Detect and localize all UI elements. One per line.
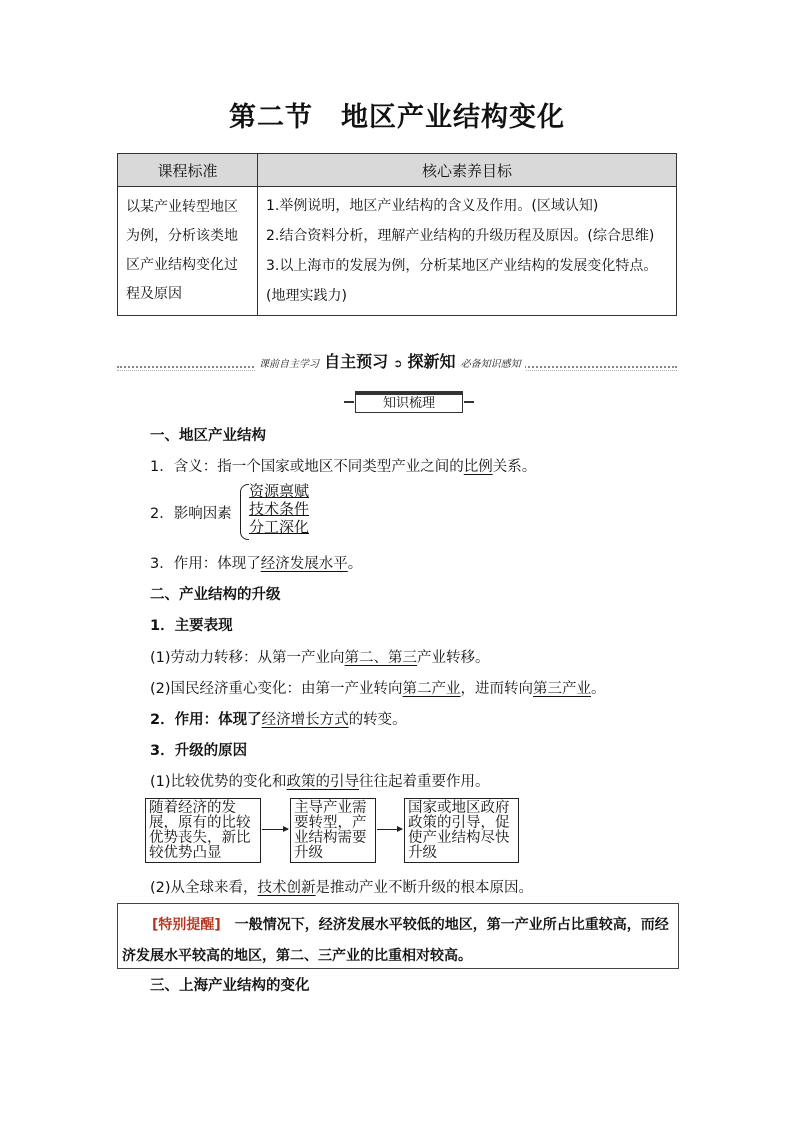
flow-box-3: 国家或地区政府政策的引导，促使产业结构尽快升级: [404, 798, 519, 863]
section-heading-3: 三、上海产业结构的变化: [150, 978, 310, 994]
standard-text: 以某产业转型地区为例，分析该类地区产业结构变化过程及原因: [118, 187, 258, 316]
flow-arrow-icon: [377, 829, 402, 830]
reminder-text: 一般情况下，经济发展水平较低的地区，第一产业所占比重较高，而经济发展水平较高的地区，第二、三产业的比重相对较高。: [122, 917, 669, 964]
flow-box-1: 随着经济的发展，原有的比较优势丧失，新比较优势凸显: [145, 798, 261, 863]
definition-line: 1．含义：指一个国家或地区不同类型产业之间的比例关系。: [150, 459, 537, 475]
labor-transfer-line: (1)劳动力转移：从第一产业向第二、第三产业转移。: [150, 650, 490, 666]
goal-item: 2.结合资料分析，理解产业结构的升级历程及原因。(综合思维): [266, 228, 655, 244]
factors-label: 2．影响因素: [150, 506, 232, 522]
banner-main-1: 自主预习: [324, 352, 389, 371]
upgrade-function-line: 2．作用：体现了经济增长方式的转变。: [150, 712, 407, 728]
subheading-reasons: 3．升级的原因: [150, 743, 248, 759]
goal-item: 3.以上海市的发展为例，分析某地区产业结构的发展变化特点。(地理实践力): [266, 258, 658, 304]
flow-box-2: 主导产业需要转型，产业结构需要升级: [290, 798, 376, 863]
banner-right-text: 必备知识感知: [460, 359, 521, 370]
knowledge-tag: 知识梳理: [355, 391, 463, 413]
subheading-main-performance: 1．主要表现: [150, 618, 233, 634]
factor-item: 技术条件: [249, 500, 310, 518]
banner-main-2: 探新知: [407, 352, 456, 371]
reason-2-line: (2)从全球来看，技术创新是推动产业不断升级的根本原因。: [150, 880, 534, 896]
goal-item: 1.举例说明，地区产业结构的含义及作用。(区域认知): [266, 198, 599, 214]
section-heading-2: 二、产业结构的升级: [150, 587, 281, 603]
page-title: 第二节 地区产业结构变化: [229, 102, 565, 133]
function-line: 3．作用：体现了经济发展水平。: [150, 556, 363, 572]
factors-list: [249, 482, 309, 536]
banner-left-text: 课前自主学习: [259, 359, 319, 370]
goals-cell: [258, 187, 677, 316]
factor-item: 资源禀赋: [249, 482, 310, 500]
section-heading-1: 一、地区产业结构: [150, 428, 266, 444]
factor-item: 分工深化: [249, 518, 310, 536]
table-header-goals: 核心素养目标: [258, 154, 677, 187]
reason-1-line: (1)比较优势的变化和政策的引导往往起着重要作用。: [150, 774, 490, 790]
economy-shift-line: (2)国民经济重心变化：由第一产业转向第二产业，进而转向第三产业。: [150, 681, 606, 697]
section-banner: [117, 349, 677, 369]
special-reminder-box: [117, 903, 679, 969]
curriculum-standards-table: [117, 153, 677, 316]
flow-arrow-icon: [262, 829, 288, 830]
banner-arrow-icon: ➲: [393, 357, 403, 370]
reminder-label: [特别提醒]: [152, 917, 221, 933]
brace-icon: [240, 484, 249, 540]
table-header-standard: 课程标准: [118, 154, 258, 187]
